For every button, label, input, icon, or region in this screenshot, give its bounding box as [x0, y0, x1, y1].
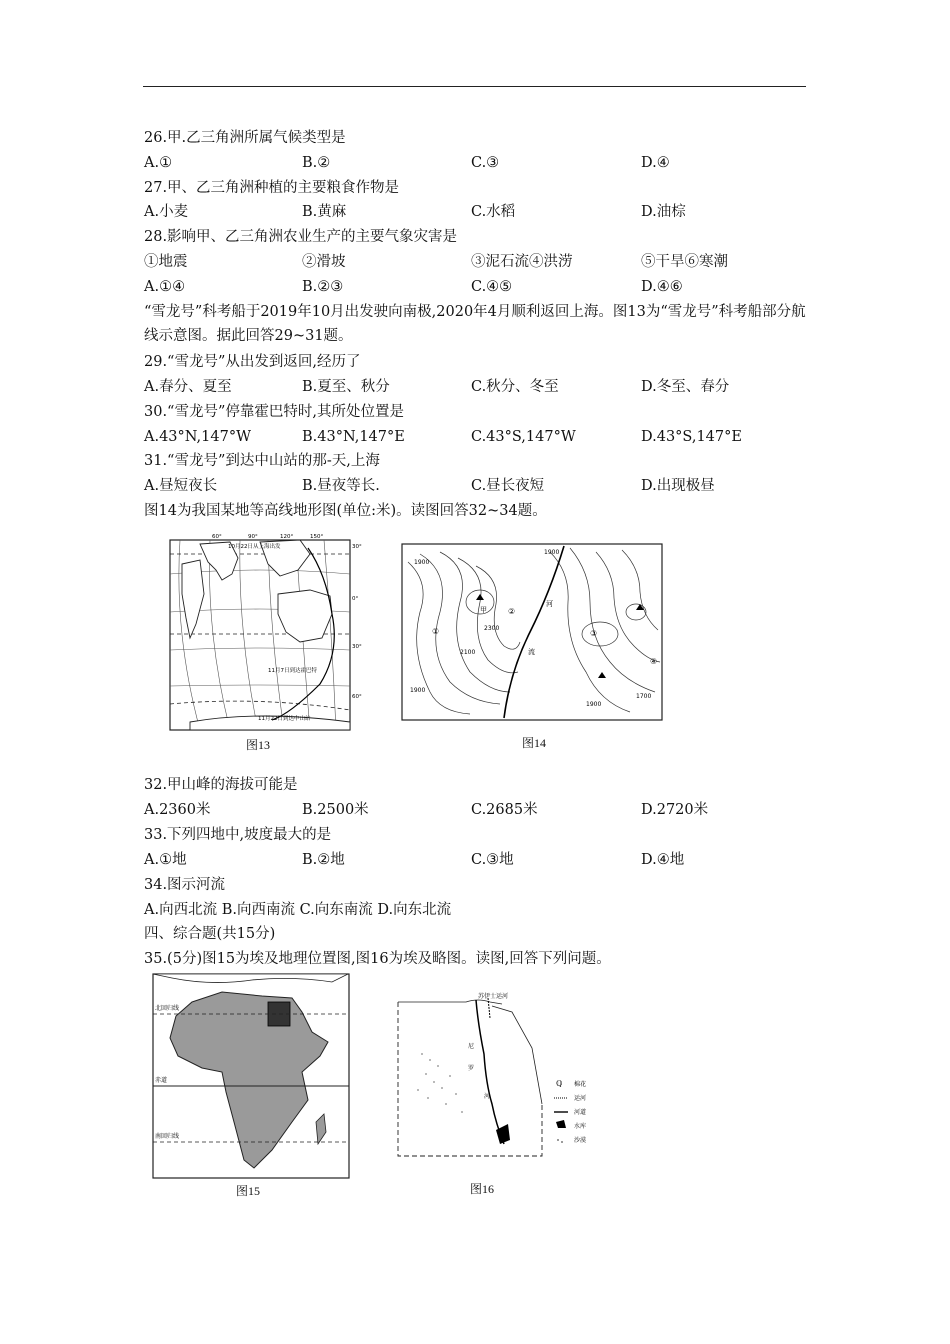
fig16-north-coast: [398, 1000, 502, 1004]
q28-choice-3: ③泥石流④洪涝: [471, 254, 573, 270]
q26-option-b: B.②: [302, 155, 331, 171]
q29-option-b: B.夏至、秋分: [302, 379, 390, 395]
q28-option-b: B.②③: [302, 279, 344, 295]
q31-option-b: B.昼夜等长.: [302, 478, 380, 494]
fig14-contour-label: 1900: [586, 701, 602, 708]
q32-option-b: B.2500米: [302, 802, 369, 818]
q31-stem: 31.“雪龙号”到达中山站的那-天,上海: [144, 453, 380, 469]
intro-xuelong: “雪龙号”科考船于2019年10月出发驶向南极,2020年4月顺利返回上海。图13为“雪龙号”科考船部分航线示意图。据此回答29~31题。: [144, 304, 806, 344]
desert-icon: [557, 1139, 559, 1141]
fig14-mark-3: ③: [590, 629, 598, 638]
fig16-caption: 图16: [470, 1182, 495, 1196]
q31-option-c: C.昼长夜短: [471, 478, 545, 494]
q26-option-c: C.③: [471, 155, 500, 171]
fig15-label-cancer: 北回归线: [155, 1005, 180, 1012]
fig13-lat-label: 30°: [352, 644, 362, 650]
fig16-egypt-map: [392, 994, 602, 1158]
cotton-icon: ℚ: [556, 1079, 563, 1088]
q32-option-d: D.2720米: [641, 802, 709, 818]
q34-options: A.向西北流 B.向西南流 C.向东南流 D.向东北流: [144, 902, 452, 918]
q28-choice-2: ②滑坡: [302, 254, 346, 270]
q29-option-d: D.冬至、春分: [641, 379, 730, 395]
q33-stem: 33.下列四地中,坡度最大的是: [144, 827, 332, 843]
q26-option-d: D.④: [641, 155, 670, 171]
q33-option-a: A.①地: [144, 852, 187, 868]
fig14-mark-2: ②: [508, 607, 516, 616]
fig16-river-char: 河: [484, 1093, 491, 1100]
fig16-river-char: 罗: [468, 1065, 475, 1072]
fig13-lon-label: 150°: [310, 534, 324, 540]
fig16-legend-canal: 运河: [574, 1095, 587, 1102]
q29-option-a: A.春分、夏至: [144, 379, 232, 395]
q35-stem: 35.(5分)图15为埃及地理位置图,图16为埃及略图。读图,回答下列问题。: [144, 951, 611, 967]
fig16-river-char: 尼: [468, 1043, 475, 1050]
q27-option-c: C.水稻: [471, 204, 516, 220]
fig16-nile-river: [476, 1000, 504, 1144]
q27-option-d: D.油棕: [641, 204, 686, 220]
q27-stem: 27.甲、乙三角洲种植的主要粮食作物是: [144, 180, 400, 196]
fig14-contour-label: 2300: [484, 625, 500, 632]
fig15-label-equator: 赤道: [155, 1077, 168, 1084]
fig13-annotation-zhongshan: 11月22日到达中山站: [258, 716, 311, 722]
fig13-lon-label: 120°: [280, 534, 294, 540]
fig16-legend-cotton: 棉花: [574, 1081, 587, 1088]
fig14-mark-1: ①: [432, 627, 440, 636]
fig16-legend-reservoir: 水库: [574, 1123, 587, 1130]
reservoir-icon: [556, 1120, 566, 1128]
q28-choice-4: ⑤干旱⑥寒潮: [641, 254, 728, 270]
q28-choice-1: ①地震: [144, 254, 188, 270]
q27-option-a: A.小麦: [144, 204, 189, 220]
q33-option-c: C.③地: [471, 852, 514, 868]
q28-option-a: A.①④: [144, 279, 186, 295]
q32-option-a: A.2360米: [144, 802, 211, 818]
q30-option-c: C.43°S,147°W: [471, 429, 576, 445]
q28-option-d: D.④⑥: [641, 279, 683, 295]
fig14-contour-label: 2100: [460, 649, 476, 656]
fig14-contour-map: [400, 542, 665, 722]
fig15-africa-map: [152, 972, 352, 1180]
fig13-lon-label: 60°: [212, 534, 222, 540]
q31-option-a: A.昼短夜长: [144, 478, 218, 494]
fig13-lat-label: 30°: [352, 544, 362, 550]
fig14-contour-label: 1900: [414, 559, 430, 566]
q28-option-c: C.④⑤: [471, 279, 513, 295]
fig16-legend: [554, 1079, 586, 1144]
fig16-desert-dots: [417, 1053, 463, 1113]
fig13-annotation-hobart: 11月7日到达霍巴特: [268, 668, 317, 674]
section-4-heading: 四、综合题(共15分): [144, 926, 276, 942]
fig14-mark-liu: 流: [528, 648, 535, 656]
q27-option-b: B.黄麻: [302, 204, 347, 220]
q33-option-d: D.④地: [641, 852, 685, 868]
fig16-suez-canal: [488, 998, 490, 1018]
q29-stem: 29.“雪龙号”从出发到返回,经历了: [144, 354, 361, 370]
fig16-legend-river: 河道: [574, 1109, 587, 1116]
fig14-contour-label: 1900: [544, 549, 560, 556]
q26-stem: 26.甲.乙三角洲所属气候类型是: [144, 130, 346, 146]
q30-option-a: A.43°N,147°W: [144, 429, 251, 445]
fig16-legend-desert: 沙漠: [574, 1137, 587, 1144]
fig14-mark-he: 河: [546, 600, 553, 608]
q31-option-d: D.出现极昼: [641, 478, 715, 494]
fig14-contour-label: 1900: [410, 687, 426, 694]
fig15-label-capricorn: 南回归线: [155, 1133, 180, 1140]
q29-option-c: C.秋分、冬至: [471, 379, 559, 395]
fig16-border: [398, 1002, 542, 1156]
q26-option-a: A.①: [144, 155, 173, 171]
header-rule: [143, 86, 806, 87]
q30-option-b: B.43°N,147°E: [302, 429, 405, 445]
fig14-mark-4: ④: [650, 657, 658, 666]
q28-stem: 28.影响甲、乙三角洲农业生产的主要气象灾害是: [144, 229, 458, 245]
fig13-annotation-depart: 10月22日从上海出发: [228, 544, 281, 550]
fig13-lon-label: 90°: [248, 534, 258, 540]
q30-stem: 30.“雪龙号”停靠霍巴特时,其所处位置是: [144, 404, 404, 420]
fig13-lat-label: 60°: [352, 694, 362, 700]
q32-stem: 32.甲山峰的海拔可能是: [144, 777, 298, 793]
q34-stem: 34.图示河流: [144, 877, 226, 893]
fig16-suez-label: 苏伊士运河: [478, 993, 509, 1000]
fig16-red-sea-coast: [492, 1006, 542, 1104]
q32-option-c: C.2685米: [471, 802, 538, 818]
q30-option-d: D.43°S,147°E: [641, 429, 742, 445]
fig14-caption: 图14: [522, 736, 547, 750]
fig13-route-map: [160, 534, 360, 734]
q33-option-b: B.②地: [302, 852, 345, 868]
fig13-lat-label: 0°: [352, 596, 359, 602]
fig13-caption: 图13: [246, 738, 271, 752]
fig14-mark-jia: 甲: [480, 606, 487, 614]
fig15-caption: 图15: [236, 1184, 261, 1198]
fig14-contour-label: 1700: [636, 693, 652, 700]
intro-contour: 图14为我国某地等高线地形图(单位:米)。读图回答32~34题。: [144, 503, 547, 519]
